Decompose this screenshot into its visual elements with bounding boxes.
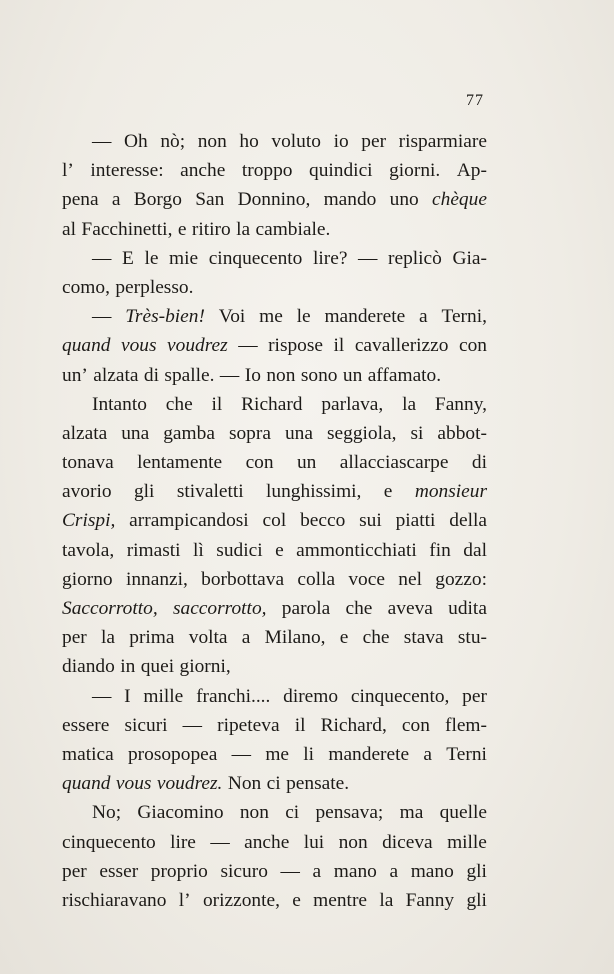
word: Fanny,	[434, 393, 487, 415]
word: per	[62, 860, 87, 882]
word: orizzonte,	[202, 889, 280, 911]
word: —	[219, 364, 240, 386]
word: e	[292, 889, 301, 911]
text-line	[62, 740, 487, 769]
text-line	[62, 828, 487, 857]
text-line	[62, 857, 487, 886]
word: stivaletti	[176, 481, 244, 503]
word: rischiaravano	[62, 889, 167, 911]
word: anche	[180, 160, 226, 182]
word: gamba	[163, 422, 215, 444]
word: prima	[129, 627, 175, 649]
word: mie	[169, 247, 199, 269]
text-line	[62, 798, 487, 827]
word: in	[120, 656, 136, 678]
word: —	[92, 131, 112, 152]
word: la	[402, 393, 417, 415]
text-line	[62, 477, 487, 506]
text-line	[62, 448, 487, 477]
word: della	[449, 510, 487, 532]
word: Donnino,	[237, 189, 311, 211]
text-line	[62, 594, 487, 623]
word: Giacomino	[137, 802, 224, 824]
word: —	[92, 306, 112, 328]
word: lire?	[312, 247, 348, 269]
word: Ap-	[456, 160, 487, 182]
text-line	[62, 156, 487, 185]
word: la	[101, 627, 116, 649]
word: perplesso.	[115, 276, 194, 298]
word: a	[423, 743, 432, 765]
word: si	[410, 422, 424, 444]
word: stava	[403, 627, 444, 649]
word: I	[124, 685, 131, 707]
text-line	[62, 419, 487, 448]
word: aveva	[387, 598, 433, 619]
word: —	[231, 743, 252, 765]
word: Richard,	[320, 714, 387, 736]
text-line	[62, 886, 487, 915]
word: mentre	[313, 889, 368, 911]
word: chèque	[432, 189, 487, 211]
text-line	[62, 565, 487, 594]
word: che	[165, 393, 193, 415]
word: al	[62, 218, 76, 240]
word: mille	[447, 831, 487, 853]
word: l’	[62, 160, 74, 182]
word: piatti	[395, 510, 436, 532]
word: ci	[266, 773, 281, 795]
text-line	[62, 682, 487, 711]
body-text	[62, 127, 487, 915]
word: gli	[466, 889, 487, 911]
word: —	[210, 831, 230, 853]
word: dal	[463, 539, 487, 561]
word: borbottava	[201, 568, 285, 590]
word: mano	[410, 860, 454, 882]
word: No;	[92, 802, 122, 824]
word: sicuri	[124, 714, 168, 736]
text-line	[62, 390, 487, 419]
word: troppo	[241, 160, 293, 182]
text-line	[62, 711, 487, 740]
word: un	[342, 364, 363, 386]
word: per	[62, 627, 87, 649]
word: a	[419, 306, 428, 328]
word: tavola,	[62, 539, 115, 561]
word: saccorrotto,	[172, 598, 267, 619]
word: cinquecento	[62, 831, 156, 853]
word: ripeteva	[217, 714, 280, 736]
word: ma	[399, 802, 424, 824]
word: —	[92, 247, 112, 269]
word: como,	[62, 276, 110, 298]
word: ci	[285, 802, 300, 824]
word: diando	[62, 656, 115, 678]
word: voudrez.	[156, 773, 223, 795]
word: spalle.	[164, 364, 215, 386]
word: a	[111, 189, 121, 211]
word: giorno	[62, 568, 113, 590]
word: Non	[227, 773, 262, 795]
word: ho	[239, 131, 259, 152]
word: —	[182, 714, 203, 736]
word: io	[333, 131, 349, 152]
word: tonava	[62, 452, 114, 474]
word: becco	[300, 510, 346, 532]
word: cinquecento	[208, 247, 303, 269]
word: franchi....	[196, 685, 271, 707]
word: udita	[448, 598, 487, 619]
word: gli	[466, 860, 487, 882]
word: uno	[389, 189, 419, 211]
word: una	[121, 422, 150, 444]
word: matica	[62, 743, 114, 765]
text-line	[62, 185, 487, 214]
word: Fanny	[405, 889, 455, 911]
word: giorni.	[389, 160, 441, 182]
page-number: 77	[466, 92, 484, 109]
word: sono	[300, 364, 338, 386]
word: voce	[348, 568, 385, 590]
word: lì	[193, 539, 204, 561]
word: parlava,	[321, 393, 384, 415]
word: volta	[188, 627, 228, 649]
word: per	[361, 131, 387, 152]
word: la	[379, 889, 394, 911]
word: pena	[62, 189, 99, 211]
word: cambiale.	[255, 218, 331, 240]
word: nel	[398, 568, 422, 590]
word: vous	[115, 773, 152, 795]
word: Terni	[446, 743, 487, 765]
word: voudrez	[167, 335, 228, 357]
word: abbot-	[437, 422, 487, 444]
word: mille	[143, 685, 184, 707]
word: non	[266, 364, 296, 386]
word: flem-	[444, 714, 487, 736]
word: con	[245, 452, 274, 474]
word: non	[338, 831, 368, 853]
word: giorni,	[179, 656, 231, 678]
word: Richard	[241, 393, 303, 415]
word: di	[143, 364, 159, 386]
word: rispose	[268, 335, 324, 357]
word: nò;	[160, 131, 186, 152]
word: ammonticchiati	[296, 539, 417, 561]
word: sudici	[216, 539, 263, 561]
word: avorio	[62, 481, 112, 503]
word: anche	[244, 831, 290, 853]
word: un’	[62, 364, 88, 386]
word: parola	[281, 598, 331, 619]
word: lentamente	[137, 452, 223, 474]
word: Milano,	[264, 627, 326, 649]
word: una	[284, 422, 313, 444]
word: prosopopea	[127, 743, 218, 765]
word: E	[121, 247, 134, 269]
word: seggiola,	[326, 422, 397, 444]
word: quand	[62, 335, 111, 357]
word: diceva	[382, 831, 433, 853]
word: le	[144, 247, 159, 269]
word: ritiro	[191, 218, 231, 240]
text-line	[62, 769, 487, 798]
word: e	[177, 218, 187, 240]
word: rimasti	[126, 539, 181, 561]
word: il	[294, 714, 306, 736]
word: fin	[429, 539, 451, 561]
word: quelle	[439, 802, 487, 824]
word: non	[197, 131, 227, 152]
word: manderete	[328, 743, 410, 765]
word: le	[296, 306, 311, 328]
word: Terni,	[441, 306, 487, 328]
word: pensava;	[315, 802, 384, 824]
word: —	[280, 860, 300, 882]
word: il	[333, 335, 345, 357]
text-line	[62, 652, 487, 681]
text-line	[62, 215, 487, 244]
word: lui	[303, 831, 325, 853]
word: Saccorrotto,	[62, 598, 158, 619]
text-line	[62, 361, 487, 390]
word: —	[238, 335, 258, 357]
word: interesse:	[90, 160, 164, 182]
word: proprio	[150, 860, 208, 882]
word: quei	[140, 656, 175, 678]
word: sopra	[228, 422, 271, 444]
word: stu-	[457, 627, 487, 649]
word: gli	[133, 481, 155, 503]
word: —	[358, 247, 378, 269]
text-line	[62, 506, 487, 535]
text-line	[62, 273, 487, 302]
word: sicuro	[220, 860, 268, 882]
word: alzata	[93, 364, 139, 386]
word: manderete	[324, 306, 406, 328]
text-line	[62, 127, 487, 156]
text-line	[62, 536, 487, 565]
word: l’	[178, 889, 191, 911]
word: che	[362, 627, 390, 649]
word: per	[462, 685, 487, 707]
word: gozzo:	[435, 568, 487, 590]
word: che	[345, 598, 373, 619]
word: e	[383, 481, 393, 503]
word: Voi	[218, 306, 246, 328]
word: e	[275, 539, 284, 561]
word: esser	[99, 860, 139, 882]
text-line	[62, 331, 487, 360]
word: me	[259, 306, 283, 328]
word: voluto	[271, 131, 321, 152]
word: —	[92, 685, 112, 707]
word: quand	[62, 773, 111, 795]
word: non	[239, 802, 269, 824]
word: con	[458, 335, 487, 357]
word: a	[241, 627, 251, 649]
word: pensate.	[286, 773, 350, 795]
word: replicò	[388, 247, 442, 269]
word: Io	[244, 364, 261, 386]
word: col	[262, 510, 287, 532]
word: allacciascarpe	[339, 452, 449, 474]
word: Gia-	[452, 247, 487, 269]
word: sui	[359, 510, 382, 532]
word: essere	[62, 714, 110, 736]
word: la	[236, 218, 251, 240]
word: colla	[297, 568, 336, 590]
word: me	[265, 743, 290, 765]
word: a	[389, 860, 399, 882]
word: il	[211, 393, 223, 415]
text-line	[62, 244, 487, 273]
word: mano	[333, 860, 377, 882]
word: cavallerizzo	[354, 335, 449, 357]
text-line	[62, 623, 487, 652]
word: un	[296, 452, 317, 474]
word: innanzi,	[125, 568, 188, 590]
word: alzata	[62, 422, 108, 444]
text-line	[62, 302, 487, 331]
word: arrampicandosi	[129, 510, 249, 532]
word: Très-bien!	[125, 306, 205, 328]
word: a	[312, 860, 322, 882]
word: Crispi,	[62, 510, 116, 532]
word: li	[303, 743, 315, 765]
word: vous	[120, 335, 157, 357]
word: lire	[170, 831, 196, 853]
word: risparmiare	[398, 131, 487, 152]
word: di	[471, 452, 487, 474]
word: Intanto	[92, 393, 147, 415]
word: Borgo	[133, 189, 182, 211]
word: quindici	[309, 160, 373, 182]
word: e	[339, 627, 349, 649]
word: diremo	[283, 685, 339, 707]
word: mando	[323, 189, 377, 211]
word: monsieur	[414, 481, 487, 503]
word: San	[195, 189, 225, 211]
word: Oh	[124, 131, 148, 152]
word: affamato.	[367, 364, 442, 386]
word: Facchinetti,	[81, 218, 173, 240]
word: lunghissimi,	[266, 481, 362, 503]
word: con	[401, 714, 430, 736]
word: cinquecento,	[350, 685, 450, 707]
